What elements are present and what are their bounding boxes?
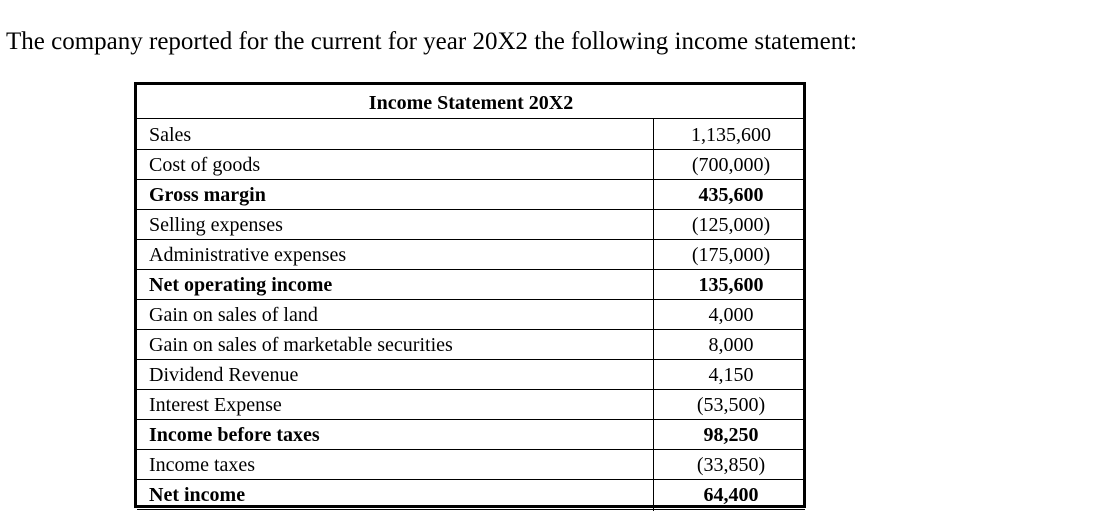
- row-label: Sales: [149, 124, 192, 146]
- table-row: [137, 210, 805, 240]
- row-value: 4,000: [708, 304, 754, 326]
- table-row: [137, 120, 805, 150]
- row-label: Gain on sales of land: [149, 304, 318, 326]
- row-value: 64,400: [703, 484, 759, 506]
- table-title: Income Statement 20X2: [368, 92, 574, 114]
- table-row: [137, 270, 805, 300]
- row-value: (33,850): [696, 454, 766, 476]
- row-value: 135,600: [698, 274, 764, 296]
- row-label: Administrative expenses: [149, 244, 347, 266]
- row-label: Cost of goods: [149, 154, 261, 176]
- table-header: [137, 85, 804, 119]
- row-value: 8,000: [708, 334, 754, 356]
- row-value: 98,250: [703, 424, 759, 446]
- table-body: [137, 120, 805, 510]
- intro-text: The company reported for the current for year 20X2 the following income statement:: [6, 28, 858, 55]
- row-value: (125,000): [691, 214, 771, 236]
- row-label: Income taxes: [149, 454, 256, 476]
- row-label: Selling expenses: [149, 214, 283, 236]
- table-row: [137, 240, 805, 270]
- table-row: [137, 480, 805, 510]
- row-label: Dividend Revenue: [149, 364, 299, 386]
- row-label: Gain on sales of marketable securities: [149, 334, 453, 356]
- row-value: 1,135,600: [691, 124, 771, 146]
- table-row: [137, 180, 805, 210]
- table-row: [137, 300, 805, 330]
- income-statement-table: [134, 82, 806, 508]
- table-row: [137, 150, 805, 180]
- table-row: [137, 360, 805, 390]
- row-label: Net income: [149, 484, 246, 506]
- row-value: (175,000): [691, 244, 771, 266]
- row-value: (53,500): [696, 394, 766, 416]
- row-value: 435,600: [698, 184, 764, 206]
- table-row: [137, 330, 805, 360]
- table-row: [137, 450, 805, 480]
- row-label: Gross margin: [149, 184, 266, 206]
- table-row: [137, 420, 805, 450]
- row-value: (700,000): [691, 154, 771, 176]
- row-label: Income before taxes: [149, 424, 320, 446]
- row-label: Interest Expense: [149, 394, 282, 416]
- row-label: Net operating income: [149, 274, 333, 296]
- row-value: 4,150: [708, 364, 754, 386]
- table-row: [137, 390, 805, 420]
